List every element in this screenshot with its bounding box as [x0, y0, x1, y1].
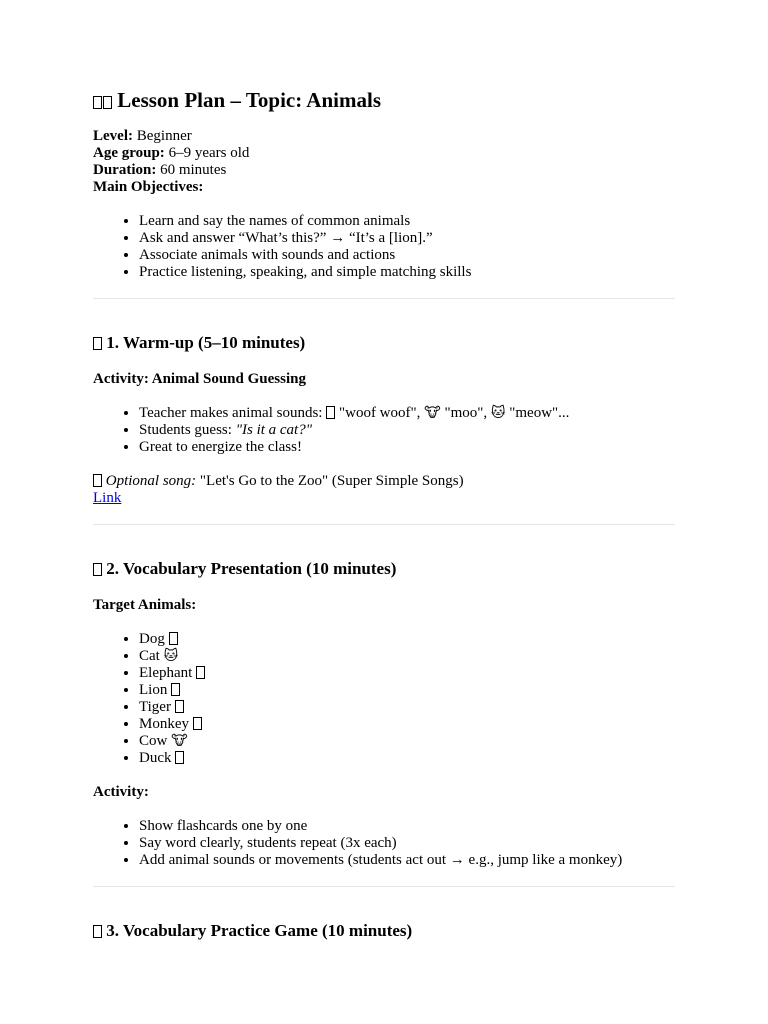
missing-glyph-icon	[93, 474, 102, 487]
meta-age-group: Age group: 6–9 years old	[93, 145, 250, 161]
missing-glyph-icon	[326, 406, 335, 419]
missing-glyph-icon	[103, 96, 112, 109]
cat-icon: 🐱	[490, 405, 506, 421]
section-heading-practice-game: 3. Vocabulary Practice Game (10 minutes)	[93, 921, 675, 941]
activity-title: Activity:	[93, 784, 149, 800]
tiger-icon	[175, 700, 184, 713]
section-heading-warmup: 1. Warm-up (5–10 minutes)	[93, 333, 675, 353]
list-item: • Add animal sounds or movements (students act out → e.g., jump like a monkey)	[139, 852, 675, 869]
meta-level: Level: Beginner	[93, 128, 192, 144]
list-item: • Show flashcards one by one	[139, 818, 675, 835]
cow-icon: 🐮	[171, 733, 188, 749]
page-title	[93, 88, 675, 112]
list-item: • Students guess: "Is it a cat?"	[139, 422, 675, 439]
document-content	[93, 88, 675, 941]
list-item: • Dog	[139, 631, 675, 648]
divider	[93, 298, 675, 299]
list-item: • Cow 🐮	[139, 733, 675, 750]
list-item: • Cat 🐱	[139, 648, 675, 665]
lion-icon	[171, 683, 180, 696]
list-item: • Lion	[139, 682, 675, 699]
target-animals-title: Target Animals:	[93, 597, 197, 613]
dog-icon	[169, 632, 178, 645]
cat-icon: 🐱	[163, 648, 179, 664]
list-item: • Practice listening, speaking, and simple matching skills	[139, 264, 675, 281]
optional-song: Optional song: "Let's Go to the Zoo" (Super Simple Songs)	[93, 473, 675, 490]
vocab-activity-list	[93, 818, 675, 869]
song-link[interactable]: Link	[93, 490, 122, 506]
divider	[93, 886, 675, 887]
list-item: • Tiger	[139, 699, 675, 716]
list-item: • Teacher makes animal sounds: "woof woof", 🐮 "moo", 🐱 "meow"...	[139, 405, 675, 422]
objectives-list	[93, 213, 675, 281]
missing-glyph-icon	[93, 337, 102, 350]
list-item: • Elephant	[139, 665, 675, 682]
meta-duration: Duration: 60 minutes	[93, 162, 227, 178]
cow-icon: 🐮	[424, 405, 441, 421]
list-item: • Ask and answer “What’s this?” → “It’s a [lion].”	[139, 230, 675, 247]
missing-glyph-icon	[93, 563, 102, 576]
missing-glyph-icon	[93, 96, 102, 109]
animals-list	[93, 631, 675, 767]
duck-icon	[175, 751, 184, 764]
list-item: • Associate animals with sounds and actions	[139, 247, 675, 264]
meta-objectives-label: Main Objectives:	[93, 179, 204, 195]
section-heading-vocabulary: 2. Vocabulary Presentation (10 minutes)	[93, 559, 675, 579]
lesson-meta	[93, 128, 675, 196]
monkey-icon	[193, 717, 202, 730]
missing-glyph-icon	[93, 925, 102, 938]
elephant-icon	[196, 666, 205, 679]
list-item: • Great to energize the class!	[139, 439, 675, 456]
list-item: • Monkey	[139, 716, 675, 733]
list-item: • Say word clearly, students repeat (3x each)	[139, 835, 675, 852]
page-title-text: Lesson Plan – Topic: Animals	[117, 88, 381, 112]
divider	[93, 524, 675, 525]
song-link-row	[93, 490, 675, 507]
list-item: • Duck	[139, 750, 675, 767]
activity-title: Activity: Animal Sound Guessing	[93, 371, 306, 387]
list-item: • Learn and say the names of common animals	[139, 213, 675, 230]
warmup-list	[93, 405, 675, 456]
